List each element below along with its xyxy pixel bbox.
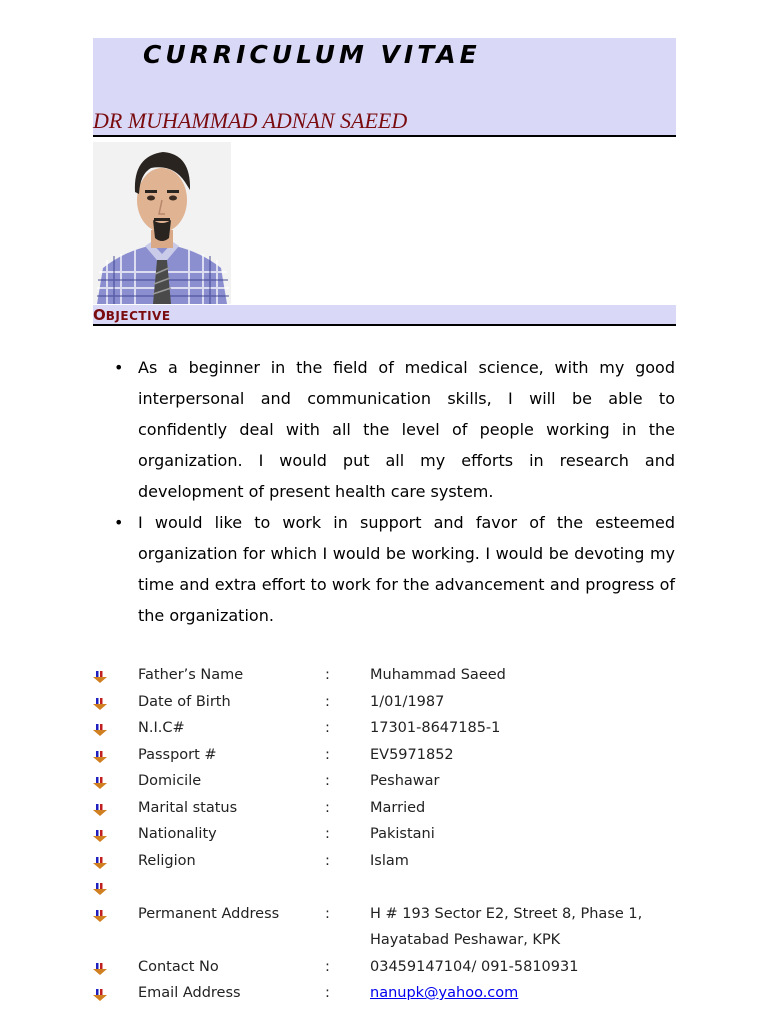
address-line-2: Hayatabad Peshawar, KPK: [370, 932, 561, 948]
personal-details: [93, 662, 676, 1007]
detail-separator: :: [325, 667, 330, 683]
detail-separator: :: [325, 905, 330, 922]
arrow-down-bullet-icon: [93, 724, 107, 736]
objective-item: [112, 507, 675, 631]
detail-label: Passport #: [138, 746, 217, 763]
detail-row-religion: [93, 848, 676, 875]
detail-row-nic: [93, 715, 676, 742]
objective-divider: [93, 324, 676, 326]
portrait-image: [93, 142, 231, 304]
detail-row-empty: [93, 874, 676, 901]
detail-row-passport: [93, 742, 676, 769]
arrow-down-bullet-icon: [93, 883, 107, 895]
detail-value: [370, 901, 670, 954]
objective-band: [93, 305, 676, 325]
detail-separator: :: [325, 958, 330, 975]
detail-label: N.I.C#: [138, 720, 185, 736]
arrow-down-bullet-icon: [93, 963, 107, 975]
arrow-down-bullet-icon: [93, 830, 107, 842]
arrow-down-bullet-icon: [93, 804, 107, 816]
detail-row-marital-status: [93, 795, 676, 822]
detail-value: Married: [370, 799, 426, 816]
arrow-down-bullet-icon: [93, 751, 107, 763]
arrow-down-bullet-icon: [93, 989, 107, 1001]
detail-label: Marital status: [138, 799, 238, 816]
objective-heading: [93, 305, 171, 325]
detail-value: Pakistani: [370, 826, 435, 842]
arrow-down-bullet-icon: [93, 857, 107, 869]
detail-separator: :: [325, 746, 330, 763]
arrow-down-bullet-icon: [93, 777, 107, 789]
person-name: DR MUHAMMAD ADNAN SAEED: [93, 108, 408, 133]
document-title: CURRICULUM VITAE: [143, 40, 481, 69]
detail-separator: :: [325, 773, 330, 789]
detail-label: Contact No: [138, 958, 219, 975]
profile-photo: [93, 142, 231, 304]
address-line-1: H # 193 Sector E2, Street 8, Phase 1,: [370, 905, 643, 922]
detail-label: Domicile: [138, 773, 202, 789]
bullet-icon: •: [114, 513, 124, 532]
detail-value: [370, 980, 670, 1007]
detail-label: Nationality: [138, 826, 217, 842]
detail-row-fathers-name: [93, 662, 676, 689]
detail-value: Peshawar: [370, 773, 440, 789]
detail-row-date-of-birth: [93, 689, 676, 716]
detail-row-email: [93, 980, 676, 1007]
detail-value: 03459147104/ 091-5810931: [370, 958, 579, 975]
detail-value: 1/01/1987: [370, 693, 445, 710]
email-link[interactable]: nanupk@yahoo.com: [370, 985, 519, 1001]
detail-row-contact-no: [93, 954, 676, 981]
detail-row-domicile: [93, 768, 676, 795]
arrow-down-bullet-icon: [93, 671, 107, 683]
bullet-icon: •: [114, 358, 124, 377]
objective-text: I would like to work in support and favor of the esteemed organization for which I would be working. I would be devoting my time and extra effort to work for the advancement and progress of the organization.: [138, 513, 675, 625]
objective-text: As a beginner in the field of medical science, with my good interpersonal and communication skills, I will be able to confidently deal with all the level of people working in the organization. I would put all my efforts in research and development of present health care system.: [138, 358, 675, 501]
arrow-down-bullet-icon: [93, 910, 107, 922]
detail-value: Muhammad Saeed: [370, 667, 506, 683]
detail-value: EV5971852: [370, 746, 454, 763]
detail-label: Date of Birth: [138, 693, 231, 710]
detail-value: Islam: [370, 852, 409, 869]
objective-item: [112, 352, 675, 507]
detail-separator: :: [325, 799, 330, 816]
detail-row-nationality: [93, 821, 676, 848]
detail-separator: :: [325, 693, 330, 710]
arrow-down-bullet-icon: [93, 698, 107, 710]
objective-heading-rest: BJECTIVE: [105, 309, 171, 323]
detail-label: Email Address: [138, 985, 241, 1001]
header-divider: [93, 135, 676, 137]
detail-label: Religion: [138, 852, 196, 869]
detail-row-permanent-address: [93, 901, 676, 954]
detail-separator: :: [325, 985, 330, 1001]
detail-separator: :: [325, 852, 330, 869]
objective-list: [112, 352, 675, 631]
detail-label: Permanent Address: [138, 905, 280, 922]
detail-label: Father’s Name: [138, 667, 244, 683]
detail-separator: :: [325, 720, 330, 736]
objective-heading-initial: O: [93, 306, 106, 324]
detail-separator: :: [325, 826, 330, 842]
detail-value: 17301-8647185-1: [370, 720, 501, 736]
